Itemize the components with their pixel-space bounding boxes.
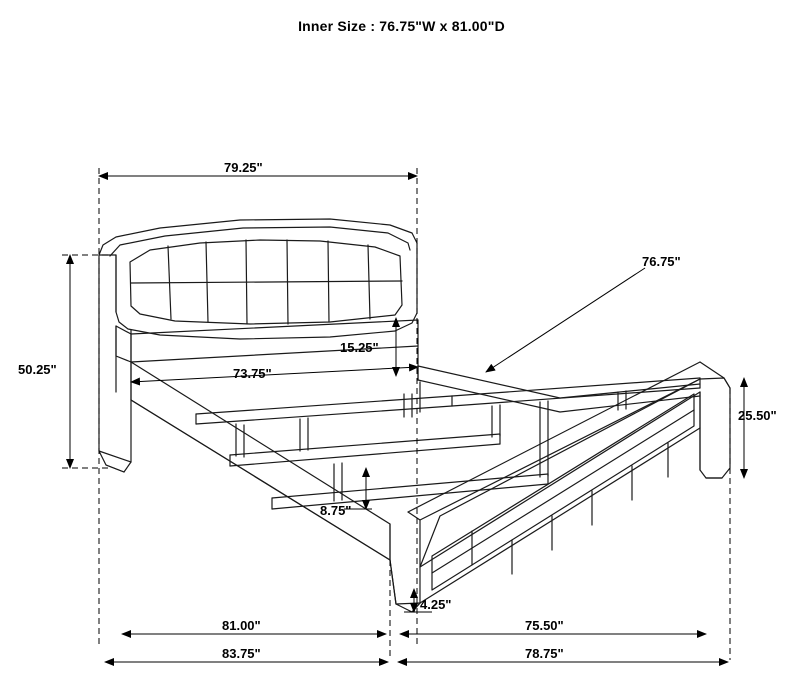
label-foot-length-lower: 78.75" (525, 646, 564, 661)
label-side-length-upper: 81.00" (222, 618, 261, 633)
page-title: Inner Size : 76.75"W x 81.00"D (298, 18, 505, 34)
label-headboard-inner-width: 73.75" (233, 366, 272, 381)
label-bed-length-callout: 76.75" (642, 254, 681, 269)
label-slat-height: 8.75" (320, 503, 352, 518)
label-foot-rail-height: 4.25" (420, 597, 452, 612)
label-headboard-height: 50.25" (18, 362, 57, 377)
label-headboard-width: 79.25" (224, 160, 263, 175)
dim-73 (131, 367, 418, 382)
callout-76 (486, 268, 645, 372)
label-side-length-lower: 83.75" (222, 646, 261, 661)
label-footboard-height: 25.50" (738, 408, 777, 423)
label-headboard-panel-height: 15.25" (340, 340, 379, 355)
label-foot-length-upper: 75.50" (525, 618, 564, 633)
